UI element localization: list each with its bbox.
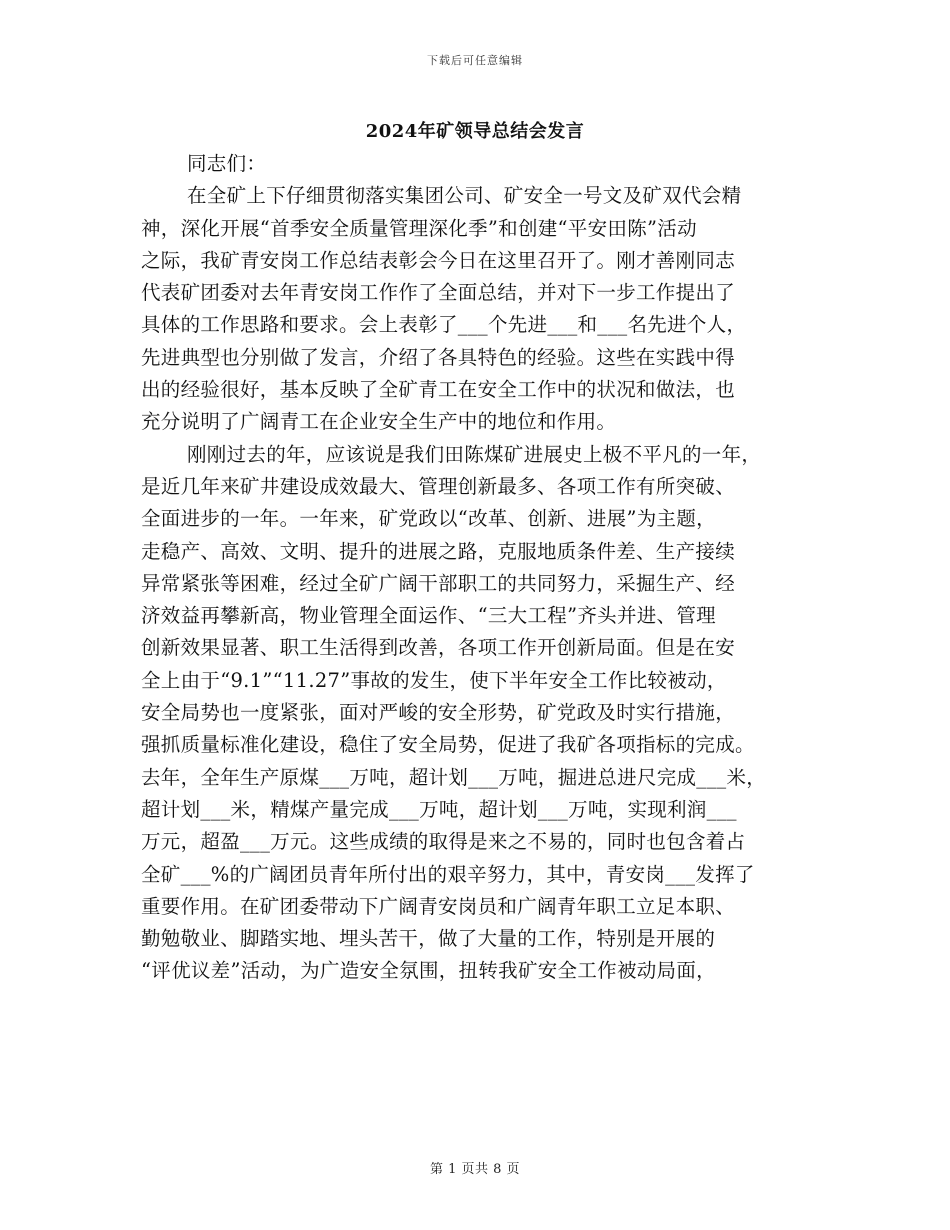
body-line: 超计划___米，精煤产量完成___万吨，超计划___万吨，实现利润___ [141,797,737,821]
body-line: 在全矿上下仔细贯彻落实集团公司、矿安全一号文及矿双代会精 [187,184,742,208]
body-line: 全上由于“9.1”“11.27”事故的发生，使下半年安全工作比较被动， [141,668,727,692]
body-line: 刚刚过去的年，应该说是我们田陈煤矿进展史上极不平凡的一年， [187,442,762,466]
body-line: 神，深化开展“首季安全质量管理深化季”和创建“平安田陈”活动 [141,216,697,240]
body-line: 具体的工作思路和要求。会上表彰了___个先进___和___名先进个人， [141,313,747,337]
body-line: 充分说明了广阔青工在企业安全生产中的地位和作用。 [141,410,617,434]
page-number: 第 1 页共 8 页 [429,1162,521,1177]
body-line: 走稳产、高效、文明、提升的进展之路，克服地质条件差、生产接续 [141,539,736,563]
body-line: 勤勉敬业、脚踏实地、埋头苦干，做了大量的工作，特别是开展的 [141,927,716,951]
body-line: 安全局势也一度紧张，面对严峻的安全形势，矿党政及时实行措施， [141,701,736,725]
document-title: 2024年矿领导总结会发言 [365,121,585,142]
salutation-line: 同志们： [187,152,267,175]
body-line: 济效益再攀新高，物业管理全面运作、“三大工程”齐头并进、管理 [141,604,716,628]
body-line: 强抓质量标准化建设，稳住了安全局势，促进了我矿各项指标的完成。 [141,733,755,757]
body-line: 之际，我矿青安岗工作总结表彰会今日在这里召开了。刚才善刚同志 [141,248,736,272]
body-line: 创新效果显著、职工生活得到改善，各项工作开创新局面。但是在安 [141,636,736,660]
body-line: 先进典型也分别做了发言，介绍了各具特色的经验。这些在实践中得 [141,345,736,369]
body-line: 万元，超盈___万元。这些成绩的取得是来之不易的，同时也包含着占 [141,830,746,854]
body-line: 全面进步的一年。一年来，矿党政以“改革、创新、进展”为主题， [141,507,716,531]
body-line: 是近几年来矿井建设成效最大、管理创新最多、各项工作有所突破、 [141,474,736,498]
body-line: 全矿___%的广阔团员青年所付出的艰辛努力，其中，青安岗___发挥了 [141,862,755,886]
body-line: 代表矿团委对去年青安岗工作作了全面总结，并对下一步工作提出了 [141,281,736,305]
page-header-note: 下载后可任意编辑 [427,54,523,67]
document-body [141,148,811,988]
body-line: 出的经验很好，基本反映了全矿青工在安全工作中的状况和做法，也 [141,378,736,402]
body-line: 异常紧张等困难，经过全矿广阔干部职工的共同努力，采掘生产、经 [141,571,736,595]
body-line: 去年，全年生产原煤___万吨，超计划___万吨，掘进总进尺完成___米， [141,765,767,789]
body-line: “评优议差”活动，为广造安全氛围，扭转我矿安全工作被动局面， [141,959,716,983]
body-line: 重要作用。在矿团委带动下广阔青安岗员和广阔青年职工立足本职、 [141,894,736,918]
